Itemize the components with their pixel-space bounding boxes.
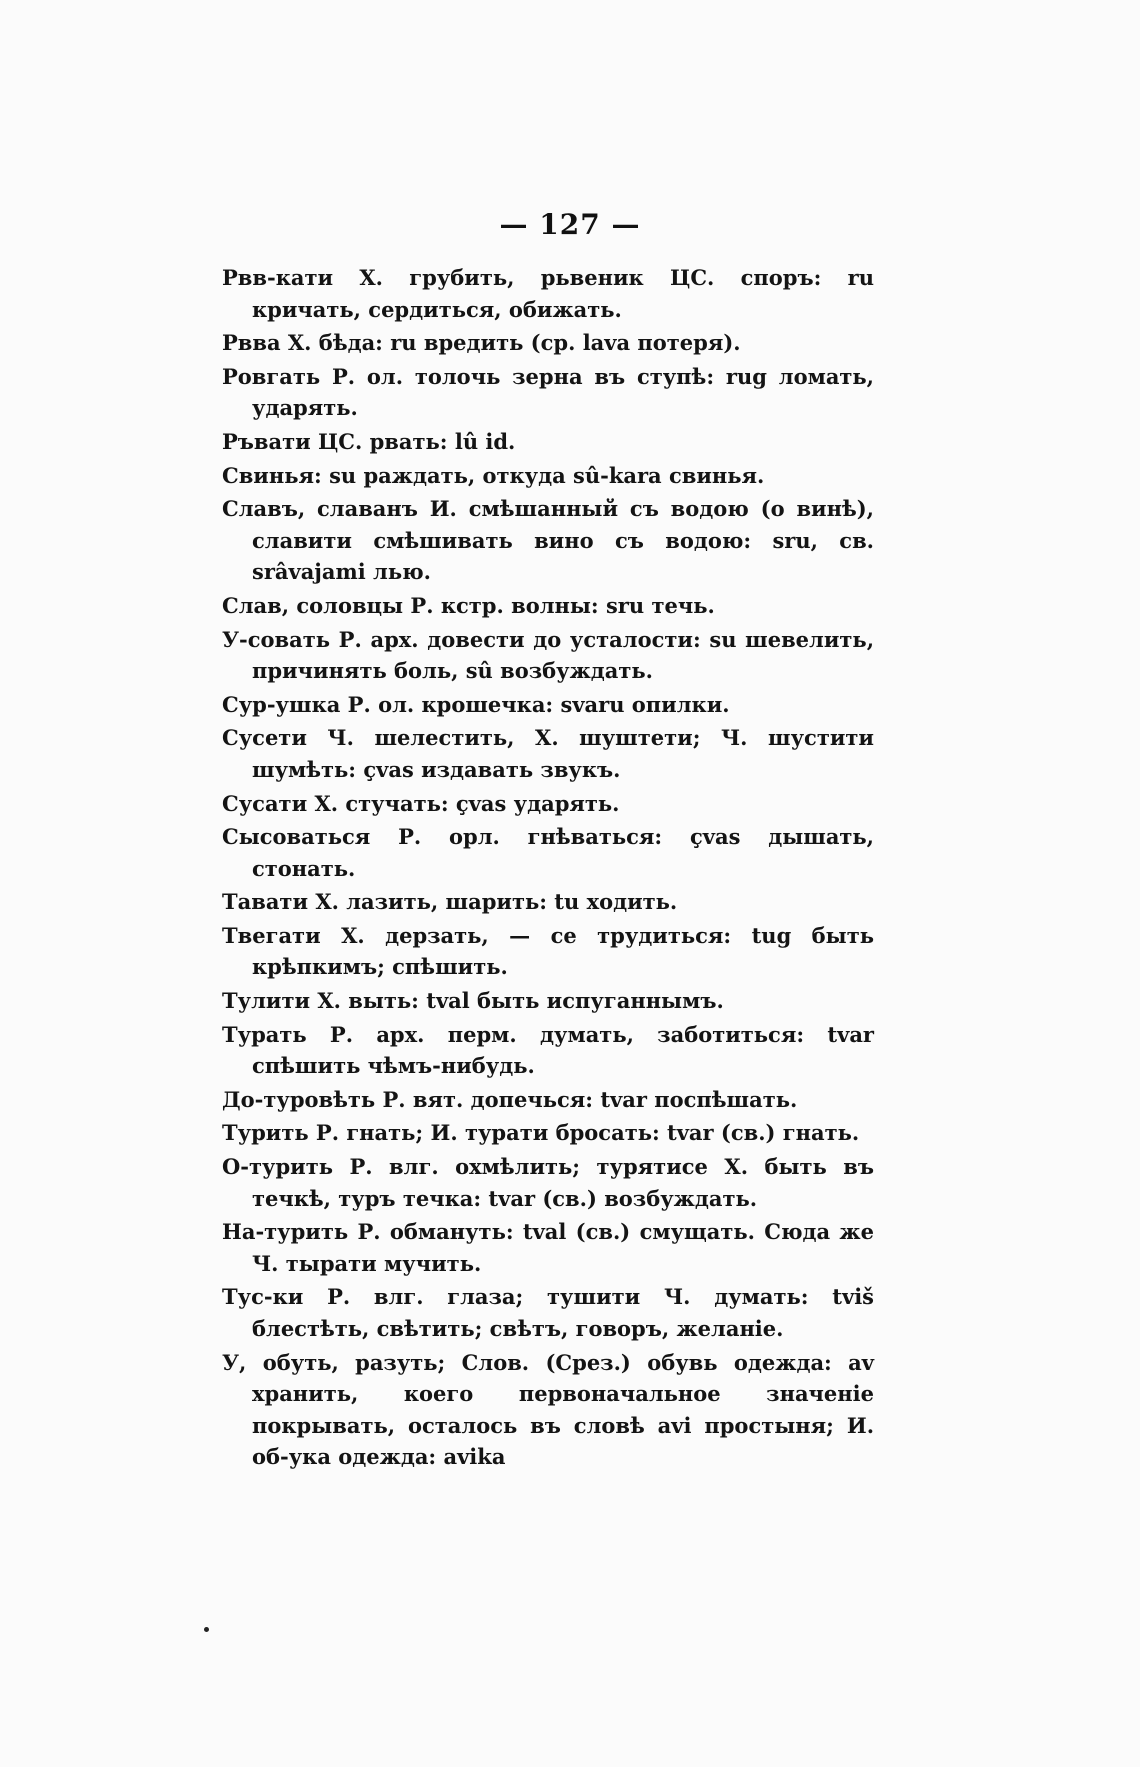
dictionary-entry: Ръвати ЦС. рвать: lû id.: [222, 428, 516, 454]
dictionary-entry: Слав, соловцы Р. кстр. волны: sru течь.: [222, 592, 715, 618]
dictionary-entry: Твегати Х. дерзать, — се трудиться: tug быть крѣпкимъ; спѣшить.: [222, 922, 874, 980]
dictionary-entry: На-турить Р. обмануть: tval (св.) смущать. Сюда же Ч. тырати мучить.: [222, 1219, 874, 1276]
dictionary-entry: Сур-ушка Р. ол. крошечка: svaru опилки.: [222, 691, 730, 717]
ink-speck: [204, 1627, 209, 1632]
dictionary-entry: До-туровѣть Р. вят. допечься: tvar поспѣшать.: [222, 1086, 798, 1112]
page-number: — 127 —: [499, 208, 641, 241]
dictionary-entries: [222, 262, 874, 1475]
dictionary-entry: У-совать Р. арх. довести до усталости: su шевелить, причинять боль, sû возбуждать.: [222, 626, 874, 684]
dictionary-entry: Сусети Ч. шелестить, Х. шуштети; Ч. шустити шумѣть: çvas издавать звукъ.: [222, 725, 874, 782]
dictionary-entry: Турать Р. арх. перм. думать, заботиться: tvar спѣшить чѣмъ-нибудь.: [222, 1021, 874, 1079]
dictionary-entry: Свинья: su раждать, откуда sû-kara свинья.: [222, 462, 765, 488]
dictionary-entry: Тавати Х. лазить, шарить: tu ходить.: [222, 889, 678, 915]
dictionary-entry: Славъ, славанъ И. смѣшанный съ водою (о винѣ), славити смѣшивать вино съ водою: sru, св. srâvajami лью.: [222, 496, 874, 585]
dictionary-entry: Рвв-кати Х. грубить, рьвеник ЦС. споръ: ru кричать, сердиться, обижать.: [222, 265, 874, 322]
dictionary-entry: Тулити Х. выть: tval быть испуганнымъ.: [222, 988, 724, 1014]
dictionary-entry: У, обуть, разуть; Слов. (Срез.) обувь одежда: av хранить, коего первоначальное значеніе покрывать, осталось въ словѣ avi простыня; И. об-ука одежда: avika: [222, 1349, 874, 1470]
dictionary-entry: Сусати Х. стучать: çvas ударять.: [222, 790, 620, 816]
dictionary-entry: Сысоваться Р. орл. гнѣваться: çvas дышать, стонать.: [222, 824, 874, 881]
dictionary-entry: Турить Р. гнать; И. турати бросать: tvar (св.) гнать.: [222, 1120, 860, 1146]
dictionary-entry: Тус-ки Р. влг. глаза; тушити Ч. думать: tviš блестѣть, свѣтить; свѣтъ, говоръ, желаніе.: [222, 1284, 874, 1341]
dictionary-entry: Рвва Х. бѣда: ru вредить (ср. lava потеря).: [222, 330, 741, 356]
dictionary-entry: О-турить Р. влг. охмѣлить; турятисе Х. быть въ течкѣ, туръ течка: tvar (св.) возбуждать.: [222, 1154, 874, 1211]
dictionary-entry: Ровгать Р. ол. толочь зерна въ ступѣ: rug ломать, ударять.: [222, 363, 874, 421]
